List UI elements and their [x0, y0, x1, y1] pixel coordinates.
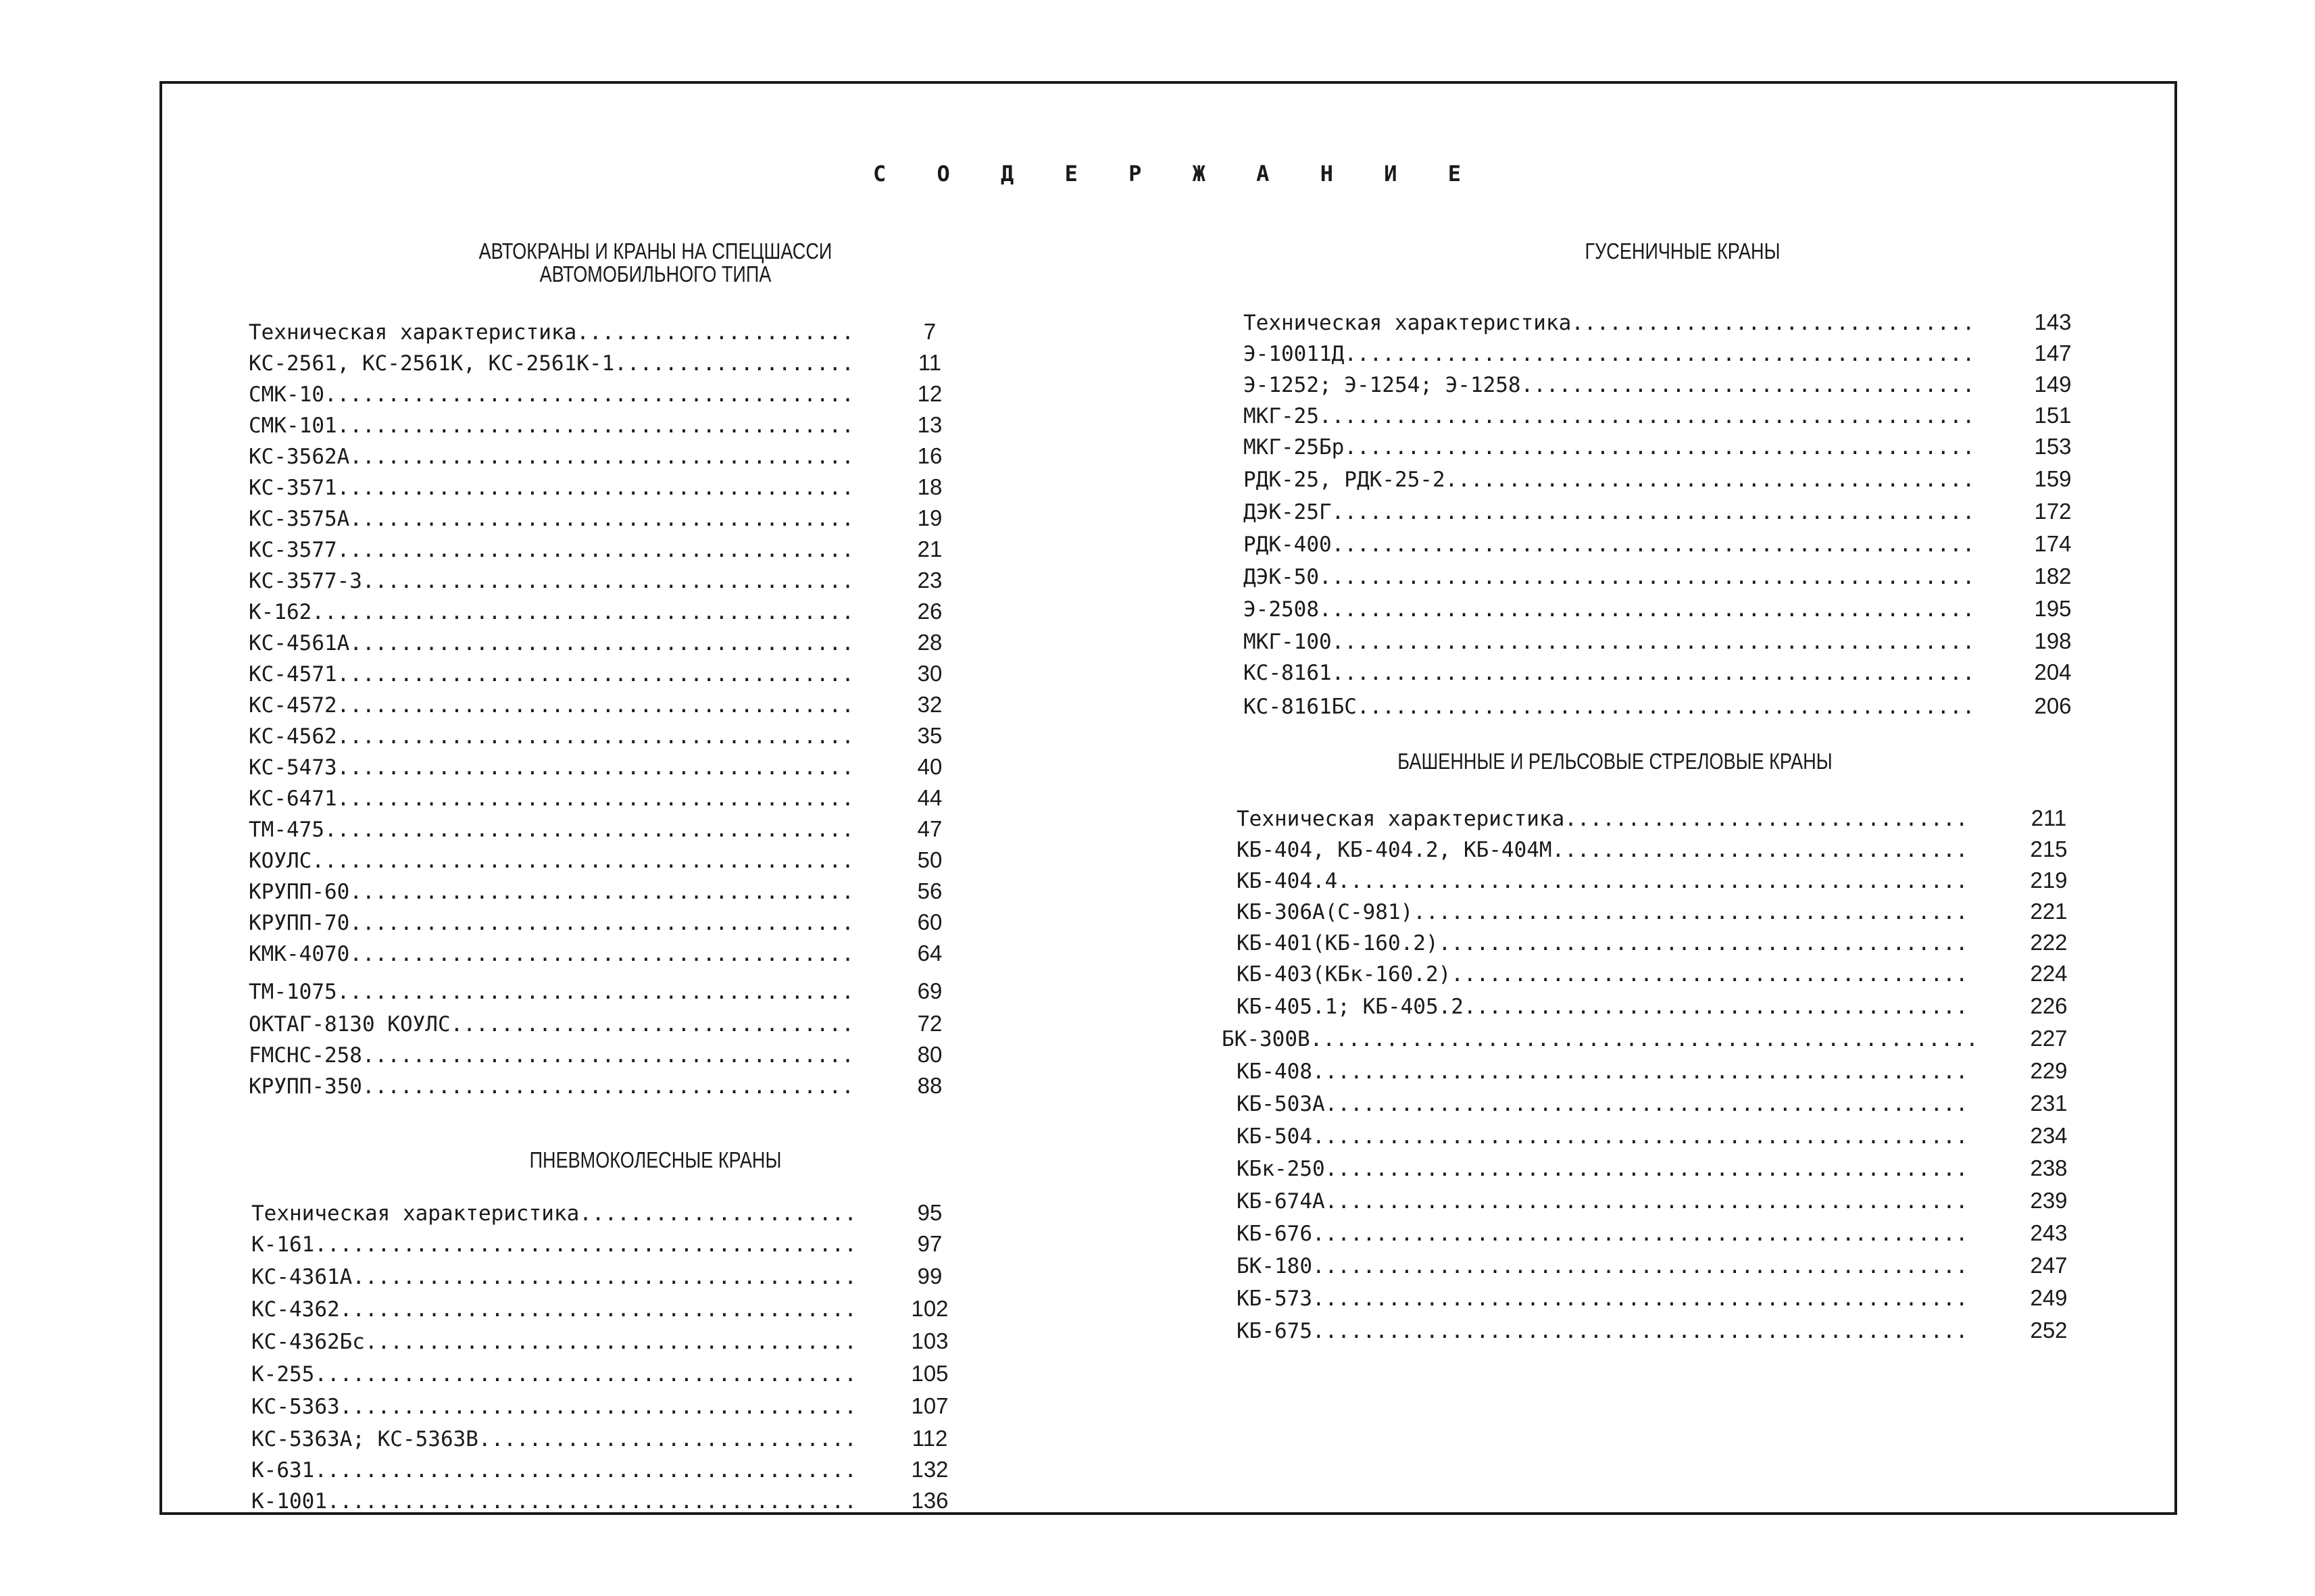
toc-leader-dots: ................................	[450, 1012, 854, 1037]
toc-page-number: 28	[917, 630, 943, 655]
toc-entry	[249, 1072, 857, 1101]
toc-entry	[249, 473, 857, 503]
toc-leader-dots: ....................................................	[1312, 1124, 1968, 1149]
toc-page-number: 13	[917, 412, 943, 437]
toc-page-number: 147	[2034, 341, 2072, 366]
toc-page-number: 219	[2030, 868, 2068, 893]
toc-entry-name: КС-3571	[249, 476, 337, 500]
toc-leader-dots: .........................................	[337, 414, 854, 438]
toc-leader-dots: .........................................	[337, 538, 854, 562]
toc-leader-dots: .........................................	[337, 724, 854, 749]
toc-entry	[1243, 562, 1984, 592]
toc-leader-dots: ...................................................	[1324, 1189, 1968, 1214]
toc-page-number: 69	[917, 978, 943, 1003]
toc-page-number: 221	[2030, 899, 2068, 924]
toc-page-number: 215	[2030, 837, 2068, 862]
toc-leader-dots: ........................................	[349, 880, 854, 904]
toc-page-number: 234	[2030, 1123, 2068, 1148]
toc-leader-dots: .........................................	[339, 1297, 857, 1322]
toc-leader-dots: ................................	[1564, 807, 1968, 831]
toc-entry-name: К-162	[249, 600, 312, 624]
toc-entry	[249, 504, 857, 534]
toc-entry-name: КРУПП-60	[249, 880, 350, 904]
toc-page-number: 136	[911, 1488, 949, 1513]
section-heading: ПНЕВМОКОЛЕСНЫЕ КРАНЫ	[529, 1147, 782, 1172]
toc-leader-dots: ....................................................	[1312, 1254, 1968, 1278]
toc-page-number: 238	[2030, 1155, 2068, 1180]
toc-entry	[249, 846, 857, 876]
toc-entry	[1243, 497, 1984, 527]
toc-page-number: 112	[912, 1426, 948, 1451]
toc-entry-name: КРУПП-350	[249, 1074, 362, 1099]
toc-page-number: 239	[2030, 1188, 2068, 1213]
toc-leader-dots: .....................................................	[1310, 1027, 1978, 1051]
toc-leader-dots: ...................................................	[1324, 1157, 1968, 1181]
toc-entry-name: МКГ-100	[1243, 630, 1332, 654]
toc-leader-dots: ........................................	[349, 911, 854, 935]
toc-entry-name: К-161	[251, 1232, 315, 1257]
toc-entry	[249, 815, 857, 845]
toc-entry	[1237, 1122, 1977, 1151]
toc-entry-name: КС-2561, КС-2561К, КС-2561К-1	[249, 351, 615, 376]
toc-entry-name: FMCHC-258	[249, 1043, 362, 1068]
toc-page-number: 26	[917, 599, 943, 624]
toc-entry	[1243, 339, 1984, 369]
toc-leader-dots: ......................	[579, 1201, 857, 1226]
toc-entry	[1243, 465, 1984, 495]
toc-entry	[1243, 627, 1984, 657]
toc-entry-name: КС-4362Бс	[251, 1330, 365, 1354]
toc-leader-dots: ........................................	[349, 631, 854, 655]
toc-leader-dots: ...................	[614, 351, 854, 376]
toc-leader-dots: ....................................................	[1312, 1059, 1968, 1084]
toc-entry	[1237, 1284, 1977, 1314]
toc-entry	[251, 1199, 857, 1228]
toc-entry	[249, 977, 857, 1007]
toc-leader-dots: ...................................................	[1331, 630, 1975, 654]
toc-entry	[249, 722, 857, 751]
toc-entry-name: СМК-101	[249, 414, 337, 438]
toc-entry	[1243, 401, 1984, 431]
toc-leader-dots: ...........................................	[314, 1362, 857, 1387]
toc-page-number: 47	[917, 816, 943, 841]
toc-page-number: 80	[917, 1042, 943, 1067]
toc-entry-name: КС-4561А	[249, 631, 350, 655]
toc-entry-name: Техническая характеристика	[1237, 807, 1565, 831]
toc-leader-dots: ...................................................	[1331, 500, 1975, 524]
toc-entry-name: РДК-400	[1243, 532, 1332, 557]
toc-leader-dots: .......................................	[364, 1330, 857, 1354]
toc-entry-name: КБ-403(КБк-160.2)	[1237, 962, 1451, 987]
toc-entry-name: СМК-10	[249, 382, 324, 407]
toc-entry	[249, 380, 857, 409]
toc-page-number: 99	[917, 1264, 943, 1289]
toc-page-number: 247	[2030, 1253, 2068, 1278]
toc-entry	[249, 1009, 857, 1039]
toc-page-number: 224	[2030, 961, 2068, 986]
toc-page-number: 35	[917, 723, 943, 748]
toc-page-number: 30	[917, 661, 943, 686]
toc-entry-name: МКГ-25	[1243, 404, 1319, 428]
toc-entry	[249, 566, 857, 596]
toc-entry	[251, 1295, 857, 1324]
toc-entry-name: РДК-25, РДК-25-2	[1243, 468, 1445, 492]
toc-leader-dots: .......................................	[362, 569, 854, 593]
section-heading: АВТОКРАНЫ И КРАНЫ НА СПЕЦШАССИ АВТОМОБИЛЬНОГО ТИПА	[478, 239, 832, 286]
toc-entry-name: КС-4572	[249, 693, 337, 718]
toc-entry	[249, 659, 857, 689]
toc-page-number: 206	[2034, 693, 2072, 718]
toc-leader-dots: ...........................................	[312, 849, 854, 873]
toc-entry	[249, 908, 857, 938]
toc-leader-dots: ....................................................	[1312, 1319, 1968, 1343]
toc-entry-name: КС-4562	[249, 724, 337, 749]
toc-entry-name: БК-180	[1237, 1254, 1312, 1278]
toc-entry-name: ТМ-1075	[249, 980, 337, 1004]
toc-page-number: 159	[2034, 466, 2072, 491]
toc-page-number: 143	[2034, 309, 2072, 334]
toc-entry-name: КС-4571	[249, 662, 337, 687]
toc-page-number: 102	[911, 1296, 949, 1321]
toc-entry-name: КС-6471	[249, 787, 337, 811]
toc-entry	[249, 597, 857, 627]
toc-entry-name: КМК-4070	[249, 942, 350, 966]
toc-leader-dots: .........................................	[1451, 962, 1968, 987]
toc-entry	[251, 1487, 857, 1516]
toc-page-number: 182	[2034, 564, 2072, 589]
toc-entry-name: КБ-674А	[1237, 1189, 1325, 1214]
toc-entry-name: КС-8161	[1243, 661, 1332, 685]
toc-entry	[1237, 866, 1977, 896]
toc-leader-dots: ...................................................	[1324, 1092, 1968, 1116]
toc-leader-dots: ....................................................	[1312, 1287, 1968, 1311]
toc-page-number: 88	[917, 1073, 943, 1098]
toc-entry	[1237, 928, 1977, 958]
toc-entry	[1237, 959, 1977, 989]
toc-entry	[1243, 530, 1984, 559]
toc-page-number: 16	[917, 443, 943, 468]
toc-leader-dots: ............................................	[1413, 900, 1968, 924]
toc-page-number: 64	[917, 941, 943, 966]
toc-entry	[1237, 1187, 1977, 1216]
toc-entry-name: КС-3575А	[249, 507, 350, 531]
toc-entry	[249, 753, 857, 782]
toc-entry-name: ДЭК-50	[1243, 565, 1319, 589]
toc-page-number: 19	[917, 505, 943, 530]
toc-entry-name: ТМ-475	[249, 818, 324, 842]
toc-entry	[251, 1230, 857, 1260]
toc-entry	[1243, 370, 1984, 400]
toc-leader-dots: ...........................................	[312, 600, 854, 624]
toc-entry-name: КБ-401(КБ-160.2)	[1237, 931, 1439, 955]
toc-entry-name: КБ-503А	[1237, 1092, 1325, 1116]
toc-page-number: 227	[2030, 1026, 2068, 1051]
toc-entry	[1237, 1057, 1977, 1087]
toc-leader-dots: ...................................................	[1331, 532, 1975, 557]
toc-entry-name: КС-5363	[251, 1395, 340, 1419]
toc-page-number: 18	[917, 474, 943, 499]
toc-entry	[251, 1327, 857, 1357]
toc-entry-name: КС-5363А; КС-5363В	[251, 1427, 478, 1451]
toc-leader-dots: .........................................	[339, 1395, 857, 1419]
toc-page-number: 174	[2034, 531, 2072, 556]
toc-page-number: 11	[918, 350, 942, 375]
toc-leader-dots: ..........................................	[1438, 931, 1968, 955]
toc-page-number: 12	[917, 381, 943, 406]
toc-leader-dots: ..................................................	[1344, 435, 1975, 459]
toc-entry-name: К-1001	[251, 1489, 327, 1514]
toc-leader-dots: ....................................	[1520, 373, 1975, 397]
toc-entry-name: Техническая характеристика	[251, 1201, 580, 1226]
toc-entry	[251, 1392, 857, 1422]
toc-entry-name: КС-3577	[249, 538, 337, 562]
toc-entry	[1237, 1089, 1977, 1119]
toc-page-number: 95	[917, 1200, 943, 1225]
toc-leader-dots: ....................................................	[1318, 404, 1975, 428]
toc-entry-name: МКГ-25Бр	[1243, 435, 1345, 459]
toc-entry	[249, 318, 857, 347]
toc-entry	[251, 1262, 857, 1292]
toc-leader-dots: ..........................................	[324, 382, 854, 407]
toc-entry-name: Техническая характеристика	[1243, 311, 1572, 335]
toc-page-number: 107	[911, 1393, 949, 1418]
toc-leader-dots: ........................................	[352, 1265, 857, 1289]
toc-entry	[1243, 432, 1984, 462]
toc-entry	[1222, 1024, 1977, 1054]
toc-leader-dots: ........................................	[1463, 995, 1968, 1019]
toc-entry	[249, 349, 857, 378]
toc-leader-dots: .........................................	[337, 662, 854, 687]
toc-page-number: 132	[911, 1457, 949, 1482]
toc-page-number: 198	[2034, 628, 2072, 653]
toc-entry-name: КС-3577-3	[249, 569, 362, 593]
toc-entry	[1237, 992, 1977, 1022]
toc-entry-name: КБ-675	[1237, 1319, 1312, 1343]
toc-entry-name: КБ-405.1; КБ-405.2	[1237, 995, 1464, 1019]
toc-entry-name: КБ-504	[1237, 1124, 1312, 1149]
page-title: С О Д Е Р Ж А Н И Е	[872, 161, 1480, 186]
toc-leader-dots: .........................................	[337, 476, 854, 500]
toc-entry	[1237, 1154, 1977, 1184]
toc-entry-name: Техническая характеристика	[249, 320, 577, 345]
toc-entry-name: БК-300В	[1222, 1027, 1310, 1051]
toc-entry	[251, 1455, 857, 1485]
toc-entry	[1243, 595, 1984, 624]
toc-entry	[1237, 835, 1977, 865]
toc-page-number: 151	[2034, 403, 2072, 428]
toc-leader-dots: ..............................	[478, 1427, 857, 1451]
toc-leader-dots: ....................................................	[1318, 597, 1975, 622]
toc-entry	[249, 411, 857, 441]
toc-page-number: 195	[2034, 596, 2072, 621]
toc-entry	[249, 1041, 857, 1070]
toc-entry-name: КБк-250	[1237, 1157, 1325, 1181]
toc-entry-name: ДЭК-25Г	[1243, 500, 1332, 524]
toc-page-number: 7	[923, 319, 937, 344]
toc-entry-name: КРУПП-70	[249, 911, 350, 935]
toc-leader-dots: ...................................................	[1331, 661, 1975, 685]
toc-entry	[249, 939, 857, 969]
toc-leader-dots: ........................................	[349, 942, 854, 966]
toc-page-number: 231	[2030, 1091, 2068, 1116]
toc-entry-name: КБ-573	[1237, 1287, 1312, 1311]
toc-leader-dots: ..........................................	[1445, 468, 1975, 492]
toc-entry	[1243, 692, 1984, 722]
toc-entry-name: КС-5473	[249, 755, 337, 780]
toc-page-number: 72	[917, 1011, 943, 1036]
toc-page-number: 204	[2034, 659, 2072, 684]
toc-leader-dots: ................................	[1571, 311, 1975, 335]
toc-entry-name: Э-2508	[1243, 597, 1319, 622]
toc-entry-name: К-631	[251, 1458, 315, 1482]
toc-page-number: 153	[2034, 434, 2072, 459]
toc-entry-name: К-255	[251, 1362, 315, 1387]
toc-entry	[249, 628, 857, 658]
toc-entry-name: КС-4361А	[251, 1265, 353, 1289]
toc-entry	[1243, 308, 1984, 338]
toc-page-number: 56	[917, 878, 943, 903]
toc-entry-name: Э-10011Д	[1243, 342, 1345, 366]
toc-entry-name: КС-3562А	[249, 445, 350, 469]
section-heading: БАШЕННЫЕ И РЕЛЬСОВЫЕ СТРЕЛОВЫЕ КРАНЫ	[1397, 749, 1833, 774]
toc-leader-dots: .........................................	[337, 755, 854, 780]
toc-leader-dots: ..........................................	[324, 818, 854, 842]
toc-page-number: 60	[917, 909, 943, 934]
toc-leader-dots: ........................................	[349, 445, 854, 469]
toc-leader-dots: ........................................	[349, 507, 854, 531]
toc-entry-name: КБ-404.4	[1237, 869, 1338, 893]
toc-entry	[1237, 1219, 1977, 1249]
toc-leader-dots: ....................................................	[1318, 565, 1975, 589]
toc-page-number: 149	[2034, 372, 2072, 397]
toc-leader-dots: ...........................................	[314, 1458, 857, 1482]
toc-leader-dots: .......................................	[362, 1074, 854, 1099]
toc-page-number: 222	[2030, 930, 2068, 955]
toc-page-number: 252	[2030, 1318, 2068, 1343]
toc-entry	[249, 442, 857, 472]
toc-entry	[249, 535, 857, 565]
section-heading: ГУСЕНИЧНЫЕ КРАНЫ	[1585, 239, 1781, 264]
toc-entry	[249, 691, 857, 720]
toc-leader-dots: .................................................	[1356, 695, 1975, 719]
toc-page-number: 32	[917, 692, 943, 717]
toc-leader-dots: .........................................	[337, 787, 854, 811]
toc-leader-dots: .........................................	[337, 980, 854, 1004]
toc-page-number: 105	[911, 1361, 949, 1386]
toc-entry	[249, 877, 857, 907]
toc-page-number: 50	[917, 847, 943, 872]
toc-page-number: 97	[917, 1231, 943, 1256]
toc-leader-dots: ....................................................	[1312, 1222, 1968, 1246]
toc-entry-name: КС-4362	[251, 1297, 340, 1322]
toc-page-number: 211	[2031, 805, 2067, 830]
toc-entry	[1237, 897, 1977, 927]
toc-leader-dots: ..........................................	[326, 1489, 857, 1514]
toc-entry-name: Э-1252; Э-1254; Э-1258	[1243, 373, 1521, 397]
toc-page-number: 172	[2034, 499, 2072, 524]
toc-page-number: 44	[917, 785, 943, 810]
toc-page-number: 243	[2030, 1220, 2068, 1245]
toc-page-number: 226	[2030, 993, 2068, 1018]
toc-leader-dots: .......................................	[362, 1043, 854, 1068]
toc-entry-name: КБ-404, КБ-404.2, КБ-404М	[1237, 838, 1552, 862]
toc-page-number: 23	[917, 568, 943, 593]
toc-entry	[251, 1424, 857, 1454]
toc-page-number: 40	[917, 754, 943, 779]
toc-page-number: 249	[2030, 1285, 2068, 1310]
toc-leader-dots: .........................................	[337, 693, 854, 718]
toc-page-number: 103	[911, 1328, 949, 1353]
toc-leader-dots: ......................	[576, 320, 854, 345]
toc-entry	[1237, 804, 1977, 834]
toc-entry-name: ОКТАГ-8130 КОУЛС	[249, 1012, 451, 1037]
toc-entry	[249, 784, 857, 814]
toc-entry	[1237, 1251, 1977, 1281]
toc-entry-name: КОУЛС	[249, 849, 312, 873]
toc-page-number: 21	[917, 537, 943, 562]
toc-entry	[1237, 1316, 1977, 1346]
toc-leader-dots: ...........................................	[314, 1232, 857, 1257]
toc-leader-dots: ..................................................	[1337, 869, 1968, 893]
toc-entry-name: КБ-408	[1237, 1059, 1312, 1084]
toc-page-number: 229	[2030, 1058, 2068, 1083]
toc-leader-dots: .................................	[1551, 838, 1968, 862]
toc-entry	[251, 1360, 857, 1389]
toc-entry-name: КБ-676	[1237, 1222, 1312, 1246]
toc-entry	[1243, 658, 1984, 688]
toc-entry-name: КС-8161БС	[1243, 695, 1357, 719]
toc-entry-name: КБ-306А(С-981)	[1237, 900, 1414, 924]
toc-leader-dots: ..................................................	[1344, 342, 1975, 366]
